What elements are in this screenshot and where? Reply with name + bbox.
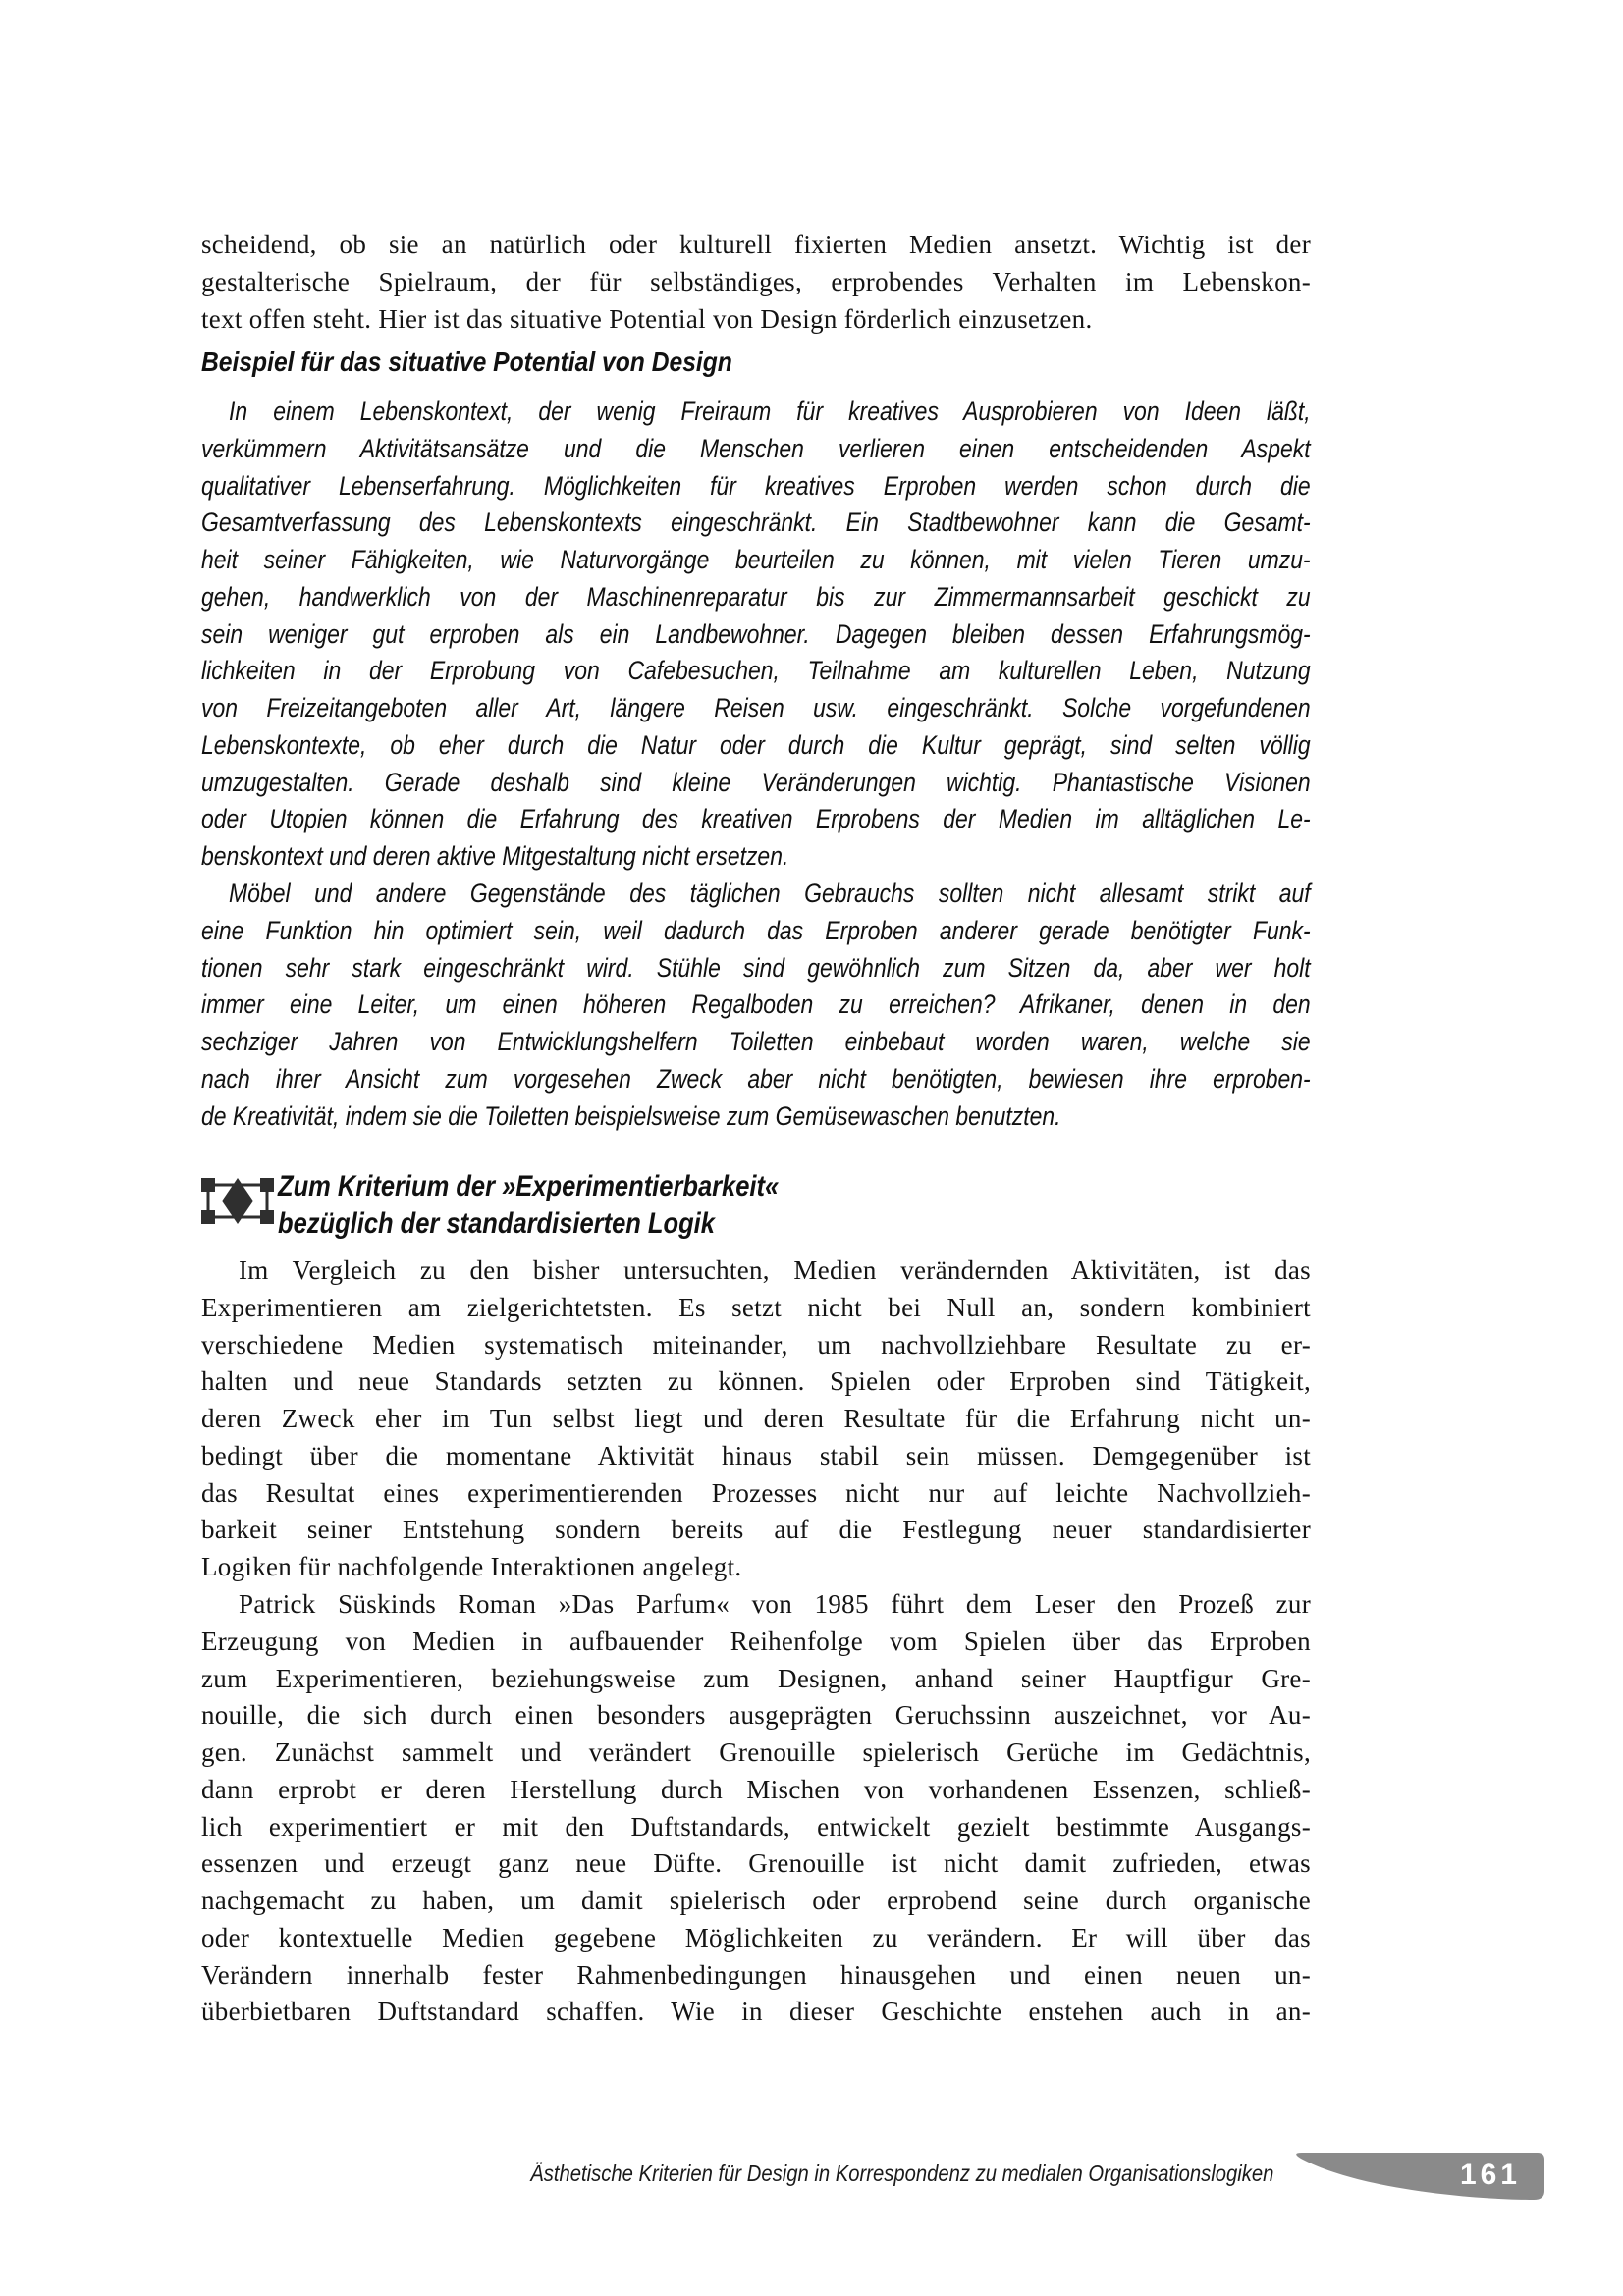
text-line: benskontext und deren aktive Mitgestaltung nicht ersetzen. (201, 841, 789, 871)
text-line: bedingt über die momentane Aktivität hinaus stabil sein müssen. Demgegenüber ist (201, 1440, 1311, 1470)
text-line: Erzeugung von Medien in aufbauender Reihenfolge vom Spielen über das Erproben (201, 1626, 1311, 1656)
text-line: verschiedene Medien systematisch miteinander, um nachvollziehbare Resultate zu er- (201, 1329, 1311, 1360)
text-line: de Kreativität, indem sie die Toiletten beispielsweise zum Gemüsewaschen benutzten. (201, 1100, 1061, 1131)
text-line: oder Utopien können die Erfahrung des kreativen Erprobens der Medien im alltäglichen Le- (201, 804, 1311, 834)
text-line: nouille, die sich durch einen besonders ausgeprägten Geruchssinn auszeichnet, vor Au- (201, 1700, 1311, 1731)
text-line: umzugestalten. Gerade deshalb sind kleine Veränderungen wichtig. Phantastische Visionen (201, 767, 1311, 797)
section-heading-line2: bezüglich der standardisierten Logik (278, 1207, 715, 1240)
text-line: nachgemacht zu haben, um damit spielerisch oder erprobend seine durch organische (201, 1886, 1311, 1915)
text-line: essenzen und erzeugt ganz neue Düfte. Grenouille ist nicht damit zufrieden, etwas (201, 1848, 1311, 1879)
text-line: barkeit seiner Entstehung sondern bereits auf die Festlegung neuer standardisierter (201, 1515, 1311, 1545)
text-line: sein weniger gut erproben als ein Landbewohner. Dagegen bleiben dessen Erfahrungsmög- (201, 618, 1311, 649)
text-line: lich experimentiert er mit den Duftstandards, entwickelt gezielt bestimmte Ausgangs- (201, 1811, 1311, 1842)
example-paragraph-2 (201, 876, 1311, 1135)
paragraph-continuation (201, 227, 1311, 338)
text-line: nach ihrer Ansicht zum vorgesehen Zweck aber nicht benötigten, bewiesen ihre erproben- (201, 1063, 1311, 1094)
text-line: dann erprobt er deren Herstellung durch Mischen von vorhandenen Essenzen, schließ- (201, 1774, 1311, 1804)
text-line: sechziger Jahren von Entwicklungshelfern Toiletten einbebaut worden waren, welche sie (201, 1027, 1311, 1056)
paragraph-experiment (201, 1253, 1311, 1586)
text-line: heit seiner Fähigkeiten, wie Naturvorgänge beurteilen zu können, mit vielen Tieren umzu- (201, 545, 1311, 574)
page-number-tab (1295, 2153, 1544, 2200)
paragraph-parfum (201, 1586, 1311, 2031)
text-line: deren Zweck eher im Tun selbst liegt und deren Resultate für die Erfahrung nicht un- (201, 1404, 1311, 1433)
text-line: immer eine Leiter, um einen höheren Regalboden zu erreichen? Afrikaner, denen in den (201, 989, 1311, 1020)
section-heading (278, 1168, 779, 1243)
section-heading-line1: Zum Kriterium der »Experimentierbarkeit« (278, 1170, 780, 1202)
page-number: 161 (1459, 2159, 1521, 2191)
text-line: Im Vergleich zu den bisher untersuchten, Medien verändernden Aktivitäten, ist das (239, 1255, 1311, 1285)
text-line: halten und neue Standards setzten zu können. Spielen oder Erproben sind Tätigkeit, (201, 1366, 1311, 1397)
text-line: gehen, handwerklich von der Maschinenreparatur bis zur Zimmermannsarbeit geschickt zu (201, 581, 1311, 612)
text-line: text offen steht. Hier ist das situative Potential von Design förderlich einzusetzen. (201, 303, 1093, 334)
section-heading-block (201, 1168, 1311, 1256)
text-line: gen. Zunächst sammelt und verändert Grenouille spielerisch Gerüche im Gedächtnis, (201, 1737, 1311, 1767)
text-line: Experimentieren am zielgerichtetsten. Es setzt nicht bei Null an, sondern kombiniert (201, 1292, 1311, 1322)
text-line: verkümmern Aktivitätsansätze und die Menschen verlieren einen entscheidenden Aspekt (201, 433, 1311, 463)
text-line: Patrick Süskinds Roman »Das Parfum« von 1985 führt dem Leser den Prozeß zur (239, 1589, 1311, 1619)
text-line: eine Funktion hin optimiert sein, weil dadurch das Erproben anderer gerade benötigter Funk- (201, 915, 1311, 945)
text-line: überbietbaren Duftstandard schaffen. Wie in dieser Geschichte enstehen auch in an- (201, 1997, 1311, 2027)
text-line: zum Experimentieren, beziehungsweise zum Designen, anhand seiner Hauptfigur Gre- (201, 1663, 1311, 1693)
text-line: Gesamtverfassung des Lebenskontexts eingeschränkt. Ein Stadtbewohner kann die Gesamt- (201, 507, 1311, 538)
text-line: oder kontextuelle Medien gegebene Möglichkeiten zu verändern. Er will über das (201, 1922, 1311, 1952)
text-line: qualitativer Lebenserfahrung. Möglichkeiten für kreatives Erproben werden schon durch die (201, 470, 1311, 501)
running-footer: Ästhetische Kriterien für Design in Korrespondenz zu medialen Organisationslogiken (529, 2161, 1273, 2186)
text-line: tionen sehr stark eingeschränkt wird. Stühle sind gewöhnlich zum Sitzen da, aber wer holt (201, 952, 1311, 983)
section-marker-icon (201, 1178, 274, 1224)
text-line: von Freizeitangeboten aller Art, längere Reisen usw. eingeschränkt. Solche vorgefundenen (201, 693, 1311, 722)
text-line: Möbel und andere Gegenstände des täglichen Gebrauchs sollten nicht allesamt strikt auf (229, 879, 1311, 908)
example-heading: Beispiel für das situative Potential von Design (201, 347, 732, 377)
text-line: Verändern innerhalb fester Rahmenbedingungen hinausgehen und einen neuen un- (201, 1959, 1311, 1990)
text-line: Logiken für nachfolgende Interaktionen angelegt. (201, 1552, 742, 1581)
text-line: In einem Lebenskontext, der wenig Freiraum für kreatives Ausprobieren von Ideen läßt, (229, 397, 1311, 426)
text-line: scheidend, ob sie an natürlich oder kulturell fixierten Medien ansetzt. Wichtig ist der (201, 230, 1311, 259)
text-line: gestalterische Spielraum, der für selbständiges, erprobendes Verhalten im Lebenskon- (201, 266, 1311, 296)
example-paragraph-1 (201, 394, 1311, 876)
text-line: Lebenskontexte, ob eher durch die Natur oder durch die Kultur geprägt, sind selten völlig (201, 729, 1311, 760)
text-line: das Resultat eines experimentierenden Prozesses nicht nur auf leichte Nachvollzieh- (201, 1477, 1311, 1508)
text-line: lichkeiten in der Erprobung von Cafebesuchen, Teilnahme am kulturellen Leben, Nutzung (201, 656, 1311, 686)
